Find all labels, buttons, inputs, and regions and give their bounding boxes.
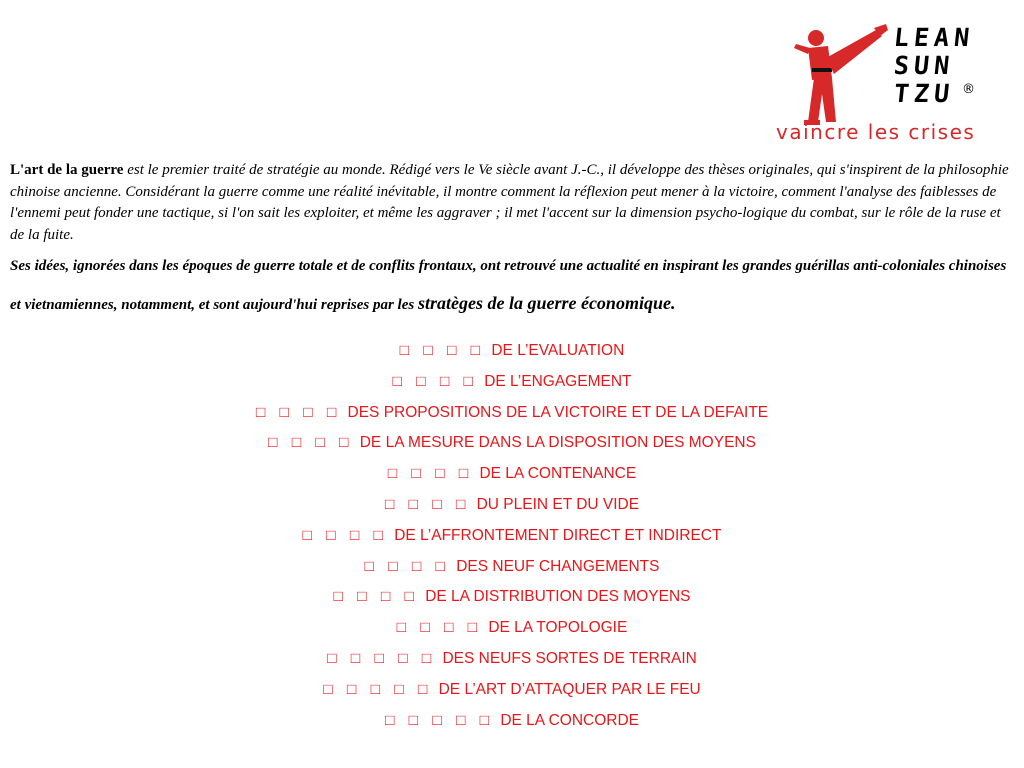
lean-sun-tzu-logo xyxy=(776,10,1010,150)
chapter-item xyxy=(0,613,1024,644)
logo-word-lean: LEAN xyxy=(892,23,976,52)
chapter-cjk: □ □ □ □ □ xyxy=(384,711,495,729)
registered-mark: ® xyxy=(962,82,975,97)
chapter-title: DE L’EVALUATION xyxy=(491,342,625,359)
tagline: vaincre les crises xyxy=(776,120,976,144)
chapter-item xyxy=(0,644,1024,675)
chapter-title: DE LA DISTRIBUTION DES MOYENS xyxy=(425,588,691,606)
chapter-title: DE L’ENGAGEMENT xyxy=(484,372,632,390)
chapter-item xyxy=(0,398,1024,429)
chapter-cjk: □ □ □ □ xyxy=(384,495,471,513)
logo-word-sun: SUN xyxy=(892,51,956,80)
chapter-item xyxy=(0,521,1024,552)
chapter-list xyxy=(0,336,1024,736)
chapter-title: DU PLEIN ET DU VIDE xyxy=(476,495,640,513)
chapter-item xyxy=(0,490,1024,521)
chapter-item xyxy=(0,552,1024,583)
logo-word-tzu: TZU xyxy=(892,79,956,108)
chapter-title: DE L’AFFRONTEMENT DIRECT ET INDIRECT xyxy=(394,526,722,544)
intro-paragraph-2 xyxy=(10,248,1010,324)
chapter-item xyxy=(0,675,1024,706)
chapter-cjk: □ □ □ □ xyxy=(268,434,354,452)
chapter-cjk: □ □ □ □ xyxy=(302,526,388,544)
chapter-item xyxy=(0,428,1024,459)
chapter-title: DES PROPOSITIONS DE LA VICTOIRE ET DE LA DEFAITE xyxy=(347,403,769,421)
chapter-cjk: □ □ □ □ xyxy=(255,403,342,421)
chapter-item xyxy=(0,367,1024,398)
chapter-cjk: □ □ □ □ xyxy=(396,619,483,637)
karate-kick-figure-icon xyxy=(790,18,890,128)
chapter-cjk: □ □ □ □ xyxy=(387,465,474,483)
chapter-title: DE LA CONCORDE xyxy=(500,711,640,729)
chapter-title: DES NEUFS SORTES DE TERRAIN xyxy=(442,649,697,667)
chapter-item xyxy=(0,706,1024,737)
intro-body: est le premier traité de stratégie au monde. Rédigé vers le Ve siècle avant J.-C., il développe des thèses originales, qui s'inspirent de la philosophie chinoise ancienne. Considérant la guerre comme une réalité inévitable, il montre comment la réflexion peut mener à la victoire, comment l'analyse des faiblesses de l'ennemi peut fonder une tactique, si l'on sait les exploiter, et même les aggraver ; il met l'accent sur la dimension psycho-logique du combat, sur le rôle de la ruse et de la fuite. xyxy=(10,162,1009,243)
chapter-item xyxy=(0,459,1024,490)
intro-p2-text: Ses idées, ignorées dans les époques de guerre totale et de conflits frontaux, ont retrouvé une actualité en inspirant les grandes guérillas anti-coloniales chinoises et vietnamiennes, notamment, et sont aujourd'hui reprises par les xyxy=(10,258,1007,313)
intro-p2-end: . xyxy=(670,293,676,313)
chapter-item xyxy=(0,336,1024,367)
chapter-cjk: □ □ □ □ □ xyxy=(327,649,437,667)
chapter-title: DE LA CONTENANCE xyxy=(479,465,637,483)
chapter-cjk: □ □ □ □ □ xyxy=(323,680,433,698)
chapter-cjk: □ □ □ □ xyxy=(333,588,419,606)
chapter-title: DES NEUF CHANGEMENTS xyxy=(456,557,660,575)
intro-p2-emphasis: stratèges de la guerre économique xyxy=(417,293,671,313)
chapter-title: DE LA MESURE DANS LA DISPOSITION DES MOYENS xyxy=(359,434,756,452)
intro-paragraph-1 xyxy=(10,160,1010,246)
chapter-title: DE L’ART D’ATTAQUER PAR LE FEU xyxy=(438,680,701,698)
chapter-item xyxy=(0,582,1024,613)
intro-text xyxy=(10,160,1010,324)
chapter-cjk: □ □ □ □ xyxy=(392,372,478,390)
intro-lead: L'art de la guerre xyxy=(10,162,124,178)
chapter-cjk: □ □ □ □ xyxy=(399,342,486,359)
chapter-title: DE LA TOPOLOGIE xyxy=(488,619,628,637)
chapter-cjk: □ □ □ □ xyxy=(364,557,450,575)
